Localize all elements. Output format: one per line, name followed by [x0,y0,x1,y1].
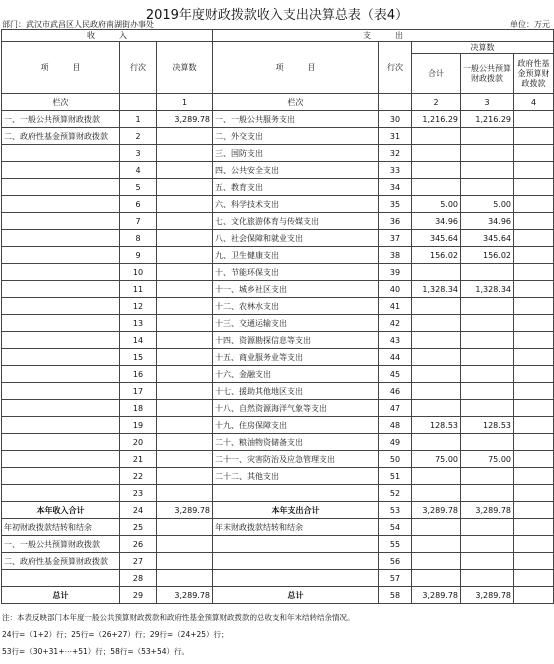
income-line-cell: 28 [120,570,157,587]
income-item-cell: 本年收入合计 [2,502,120,519]
expense-fund-cell [514,536,554,553]
expense-total-cell [412,519,461,536]
income-line-cell: 20 [120,434,157,451]
income-amount-cell [157,298,213,315]
expense-line-cell: 53 [379,502,412,519]
total-header: 合计 [412,54,461,94]
expense-general-cell: 3,289.78 [461,587,514,604]
expense-general-cell [461,400,514,417]
expense-total-cell [412,400,461,417]
expense-general-cell: 128.53 [461,417,514,434]
income-item-cell: 年初财政拨款结转和结余 [2,519,120,536]
income-item-cell [2,264,120,281]
expense-general-cell: 156.02 [461,247,514,264]
income-item-cell [2,383,120,400]
income-item-cell [2,485,120,502]
income-item-cell [2,162,120,179]
income-line-header: 行次 [120,42,157,94]
expense-total-cell [412,162,461,179]
expense-general-cell [461,468,514,485]
income-line-cell: 14 [120,332,157,349]
expense-fund-cell [514,128,554,145]
expense-line-cell: 36 [379,213,412,230]
expense-item-cell [213,536,379,553]
department-label: 部门：武汉市武昌区人民政府南湖街办事处 [2,20,154,29]
income-item-cell: 一、一般公共预算财政拨款 [2,536,120,553]
expense-general-cell [461,298,514,315]
table-row [2,553,554,570]
table-row [2,366,554,383]
expense-line-cell: 52 [379,485,412,502]
expense-fund-cell [514,349,554,366]
col-number-3: 3 [461,94,514,111]
expense-total-cell: 34.96 [412,213,461,230]
income-amount-cell [157,553,213,570]
income-line-cell: 7 [120,213,157,230]
income-amount-cell [157,315,213,332]
expense-fund-cell [514,366,554,383]
table-row [2,128,554,145]
expense-general-cell [461,536,514,553]
income-amount-cell [157,434,213,451]
income-line-cell: 4 [120,162,157,179]
expense-item-cell: 十九、住房保障支出 [213,417,379,434]
expense-line-cell: 57 [379,570,412,587]
expense-total-cell [412,128,461,145]
table-row [2,417,554,434]
income-amount-header: 决算数 [157,42,213,94]
expense-total-cell [412,570,461,587]
expense-line-cell: 38 [379,247,412,264]
expense-fund-cell [514,519,554,536]
table-row [2,451,554,468]
income-line-cell: 17 [120,383,157,400]
table-row [2,298,554,315]
table-row [2,247,554,264]
expense-fund-cell [514,298,554,315]
expense-fund-cell [514,587,554,604]
col-label-right: 栏次 [213,94,379,111]
income-item-header: 项 目 [2,42,120,94]
table-row [2,587,554,604]
income-amount-cell [157,536,213,553]
expense-item-cell: 九、卫生健康支出 [213,247,379,264]
table-row [2,145,554,162]
income-amount-cell [157,247,213,264]
expense-total-cell: 1,216.29 [412,111,461,128]
expense-total-cell [412,298,461,315]
income-item-cell [2,281,120,298]
income-item-cell [2,468,120,485]
expense-general-cell [461,349,514,366]
budget-group-header: 决算数 [412,42,554,54]
income-line-cell: 29 [120,587,157,604]
expense-line-cell: 32 [379,145,412,162]
expense-fund-cell [514,196,554,213]
expense-item-cell: 十一、城乡社区支出 [213,281,379,298]
expense-item-cell: 十六、金融支出 [213,366,379,383]
expense-line-cell: 44 [379,349,412,366]
table-row [2,383,554,400]
income-amount-cell [157,349,213,366]
income-amount-cell [157,519,213,536]
income-line-cell: 21 [120,451,157,468]
expense-total-cell: 75.00 [412,451,461,468]
expense-total-cell [412,485,461,502]
fund-budget-header: 政府性基金预算财政拨款 [514,54,554,94]
expense-fund-cell [514,179,554,196]
expense-item-header: 项 目 [213,42,379,94]
expense-line-cell: 41 [379,298,412,315]
income-item-cell: 二、政府性基金预算财政拨款 [2,553,120,570]
table-row [2,196,554,213]
income-amount-cell [157,383,213,400]
table-row [2,468,554,485]
expense-general-cell [461,553,514,570]
expense-fund-cell [514,434,554,451]
income-amount-cell: 3,289.78 [157,502,213,519]
expense-fund-cell [514,281,554,298]
expense-fund-cell [514,332,554,349]
expense-line-cell: 35 [379,196,412,213]
income-amount-cell [157,213,213,230]
income-line-cell: 11 [120,281,157,298]
income-line-cell: 6 [120,196,157,213]
income-line-cell: 15 [120,349,157,366]
income-amount-cell [157,145,213,162]
table-row [2,230,554,247]
table-row [2,111,554,128]
expense-general-cell [461,128,514,145]
income-line-cell: 8 [120,230,157,247]
col-label-left: 栏次 [2,94,120,111]
expense-line-cell: 34 [379,179,412,196]
income-line-cell: 2 [120,128,157,145]
expense-item-cell: 二十一、灾害防治及应急管理支出 [213,451,379,468]
expense-total-cell [412,332,461,349]
expense-line-cell: 42 [379,315,412,332]
expense-item-cell: 七、文化旅游体育与传媒支出 [213,213,379,230]
income-amount-cell [157,264,213,281]
expense-total-cell [412,179,461,196]
expense-line-cell: 43 [379,332,412,349]
col-number-2: 2 [412,94,461,111]
table-row [2,281,554,298]
expense-general-cell [461,434,514,451]
expense-general-cell [461,315,514,332]
income-item-cell [2,213,120,230]
expense-line-cell: 39 [379,264,412,281]
note-line-1: 注：本表反映部门本年度一般公共预算财政拨款和政府性基金预算财政拨款的总收支和年末结转结余情况。 [2,613,355,622]
expense-line-cell: 56 [379,553,412,570]
expense-item-cell: 一、一般公共服务支出 [213,111,379,128]
table-row [2,502,554,519]
income-line-cell: 24 [120,502,157,519]
expense-fund-cell [514,417,554,434]
expense-total-cell [412,536,461,553]
income-item-cell [2,179,120,196]
expense-item-cell [213,485,379,502]
expense-item-cell: 八、社会保障和就业支出 [213,230,379,247]
expense-item-cell: 六、科学技术支出 [213,196,379,213]
expense-item-cell: 本年支出合计 [213,502,379,519]
expense-item-cell: 总计 [213,587,379,604]
note-line-3: 53行=（30+31+⋯+51）行；58行=（53+54）行。 [2,647,190,656]
income-item-cell [2,298,120,315]
income-line-cell: 19 [120,417,157,434]
expense-fund-cell [514,145,554,162]
income-item-cell [2,349,120,366]
expense-general-cell: 345.64 [461,230,514,247]
table-row [2,332,554,349]
income-amount-cell: 3,289.78 [157,587,213,604]
income-item-cell [2,315,120,332]
expense-total-cell [412,553,461,570]
income-item-cell [2,366,120,383]
income-line-cell: 23 [120,485,157,502]
income-item-cell [2,230,120,247]
income-item-cell [2,145,120,162]
income-line-cell: 16 [120,366,157,383]
expense-item-cell: 五、教育支出 [213,179,379,196]
expense-header: 支 出 [213,30,554,42]
expense-item-cell [213,570,379,587]
expense-item-cell: 十四、资源勘探信息等支出 [213,332,379,349]
income-header: 收 入 [2,30,213,42]
expense-general-cell [461,179,514,196]
expense-fund-cell [514,315,554,332]
income-line-cell: 10 [120,264,157,281]
expense-fund-cell [514,400,554,417]
expense-general-cell: 34.96 [461,213,514,230]
expense-general-cell [461,264,514,281]
expense-total-cell [412,366,461,383]
expense-line-cell: 45 [379,366,412,383]
income-line-cell: 27 [120,553,157,570]
table-row [2,570,554,587]
expense-general-cell [461,332,514,349]
income-amount-cell [157,332,213,349]
finance-table [1,29,554,604]
income-amount-cell [157,162,213,179]
income-amount-cell [157,485,213,502]
expense-general-cell [461,570,514,587]
expense-item-cell: 二十、粮油物资储备支出 [213,434,379,451]
table-row [2,536,554,553]
expense-total-cell [412,315,461,332]
expense-item-cell: 十八、自然资源海洋气象等支出 [213,400,379,417]
expense-line-cell: 47 [379,400,412,417]
expense-general-cell [461,519,514,536]
expense-item-cell: 十三、交通运输支出 [213,315,379,332]
expense-item-cell: 十五、商业服务业等支出 [213,349,379,366]
expense-line-cell: 54 [379,519,412,536]
report-title: 2019年度财政拨款收入支出决算总表（表4） [145,8,409,23]
expense-item-cell: 十七、援助其他地区支出 [213,383,379,400]
expense-fund-cell [514,213,554,230]
expense-fund-cell [514,264,554,281]
expense-fund-cell [514,162,554,179]
income-amount-cell [157,196,213,213]
income-amount-cell [157,468,213,485]
expense-fund-cell [514,451,554,468]
expense-line-header: 行次 [379,42,412,94]
unit-label: 单位：万元 [510,20,550,29]
expense-general-cell [461,162,514,179]
table-row [2,264,554,281]
expense-line-cell: 58 [379,587,412,604]
col-number-4: 4 [514,94,554,111]
income-line-cell: 3 [120,145,157,162]
expense-item-cell [213,553,379,570]
table-row [2,179,554,196]
expense-general-cell: 5.00 [461,196,514,213]
income-amount-cell: 3,289.78 [157,111,213,128]
income-amount-cell [157,366,213,383]
income-amount-cell [157,281,213,298]
expense-general-cell: 1,328.34 [461,281,514,298]
income-amount-cell [157,230,213,247]
expense-fund-cell [514,468,554,485]
income-item-cell: 一、一般公共预算财政拨款 [2,111,120,128]
expense-total-cell: 345.64 [412,230,461,247]
expense-item-cell: 三、国防支出 [213,145,379,162]
income-item-cell: 二、政府性基金预算财政拨款 [2,128,120,145]
expense-total-cell [412,468,461,485]
income-line-cell: 12 [120,298,157,315]
expense-fund-cell [514,485,554,502]
income-item-cell [2,417,120,434]
expense-total-cell [412,145,461,162]
income-amount-cell [157,451,213,468]
expense-general-cell [461,383,514,400]
expense-general-cell: 3,289.78 [461,502,514,519]
expense-total-cell [412,349,461,366]
expense-fund-cell [514,502,554,519]
expense-item-cell: 二、外交支出 [213,128,379,145]
expense-total-cell [412,264,461,281]
income-line-cell: 22 [120,468,157,485]
expense-general-cell [461,366,514,383]
table-row [2,213,554,230]
note-line-2: 24行=（1+2）行；25行=（26+27）行；29行=（24+25）行； [2,630,229,639]
income-amount-cell [157,400,213,417]
table-row [2,162,554,179]
expense-line-cell: 55 [379,536,412,553]
income-item-cell [2,332,120,349]
expense-line-cell: 30 [379,111,412,128]
expense-fund-cell [514,383,554,400]
income-item-cell [2,434,120,451]
income-line-cell: 1 [120,111,157,128]
income-line-cell: 18 [120,400,157,417]
income-line-cell: 9 [120,247,157,264]
income-item-cell [2,196,120,213]
table-row [2,485,554,502]
expense-line-cell: 33 [379,162,412,179]
expense-line-cell: 40 [379,281,412,298]
expense-total-cell: 3,289.78 [412,587,461,604]
expense-line-cell: 46 [379,383,412,400]
general-budget-header: 一般公共预算财政拨款 [461,54,514,94]
income-item-cell [2,451,120,468]
income-item-cell [2,570,120,587]
table-row [2,349,554,366]
expense-line-cell: 48 [379,417,412,434]
expense-general-cell [461,145,514,162]
expense-line-cell: 51 [379,468,412,485]
income-item-cell: 总计 [2,587,120,604]
income-line-cell: 26 [120,536,157,553]
table-row [2,400,554,417]
income-line-cell: 25 [120,519,157,536]
expense-fund-cell [514,111,554,128]
expense-item-cell: 年末财政拨款结转和结余 [213,519,379,536]
expense-fund-cell [514,570,554,587]
table-row [2,434,554,451]
expense-item-cell: 十二、农林水支出 [213,298,379,315]
expense-line-cell: 50 [379,451,412,468]
income-item-cell [2,400,120,417]
income-amount-cell [157,179,213,196]
income-amount-cell [157,417,213,434]
expense-total-cell: 156.02 [412,247,461,264]
expense-item-cell: 十、节能环保支出 [213,264,379,281]
expense-fund-cell [514,553,554,570]
expense-total-cell: 128.53 [412,417,461,434]
expense-general-cell: 75.00 [461,451,514,468]
table-row [2,519,554,536]
expense-total-cell [412,383,461,400]
expense-fund-cell [514,230,554,247]
expense-general-cell [461,485,514,502]
expense-total-cell: 3,289.78 [412,502,461,519]
income-line-cell: 13 [120,315,157,332]
expense-line-cell: 49 [379,434,412,451]
income-item-cell [2,247,120,264]
expense-total-cell: 5.00 [412,196,461,213]
expense-line-cell: 37 [379,230,412,247]
expense-general-cell: 1,216.29 [461,111,514,128]
expense-line-cell: 31 [379,128,412,145]
income-amount-cell [157,128,213,145]
expense-item-cell: 四、公共安全支出 [213,162,379,179]
expense-total-cell [412,434,461,451]
table-row [2,315,554,332]
income-amount-cell [157,570,213,587]
col-number-1: 1 [157,94,213,111]
expense-item-cell: 二十二、其他支出 [213,468,379,485]
expense-fund-cell [514,247,554,264]
expense-total-cell: 1,328.34 [412,281,461,298]
income-line-cell: 5 [120,179,157,196]
